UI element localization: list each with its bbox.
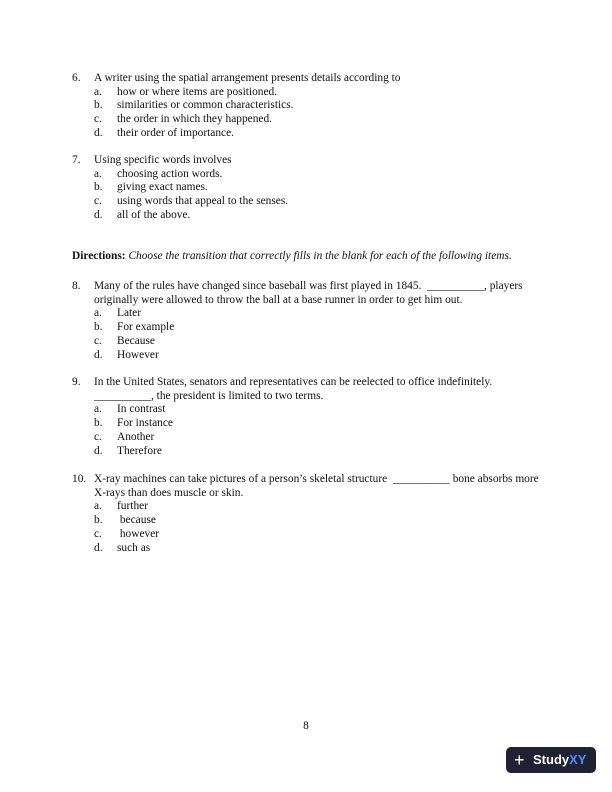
option-text: because xyxy=(117,513,156,526)
option-text: In contrast xyxy=(117,403,166,416)
option-d xyxy=(94,209,542,223)
option-text: their order of importance. xyxy=(117,126,235,139)
question-number: 8. xyxy=(72,280,81,292)
directions-text: Choose the transition that correctly fills in the blank for each of the following items. xyxy=(128,250,512,262)
option-text: Therefore xyxy=(117,444,162,457)
option-c xyxy=(94,195,542,209)
option-letter: b. xyxy=(94,513,103,526)
option-d xyxy=(94,349,542,363)
option-c xyxy=(94,431,542,445)
option-b xyxy=(94,99,542,113)
option-text: For instance xyxy=(117,416,173,429)
brand-name-part1: Study xyxy=(533,752,570,767)
page-number: 8 xyxy=(303,720,309,732)
option-letter: a. xyxy=(94,167,102,180)
question-stem: A writer using the spatial arrangement presents details according to xyxy=(94,72,401,84)
option-text: giving exact names. xyxy=(117,181,208,194)
option-a xyxy=(94,168,542,182)
question-6 xyxy=(72,72,542,141)
option-a xyxy=(94,500,542,514)
option-c xyxy=(94,113,542,127)
option-letter: a. xyxy=(94,403,102,416)
option-text: further xyxy=(117,500,148,513)
option-b xyxy=(94,514,542,528)
option-text: For example xyxy=(117,320,175,333)
option-text: however xyxy=(117,527,160,540)
option-d xyxy=(94,127,542,141)
option-text: However xyxy=(117,348,159,361)
option-letter: d. xyxy=(94,348,103,361)
directions xyxy=(72,250,542,264)
plus-icon: + xyxy=(514,750,525,770)
question-stem: X-ray machines can take pictures of a person’s skeletal structure __________ bone absorbs more X-rays than does muscle or skin. xyxy=(94,473,542,499)
option-text: similarities or common characteristics. xyxy=(117,99,294,112)
option-c xyxy=(94,528,542,542)
question-10 xyxy=(72,473,542,555)
option-letter: d. xyxy=(94,444,103,457)
question-number: 7. xyxy=(72,154,81,166)
option-letter: c. xyxy=(94,195,102,208)
option-text: Because xyxy=(117,334,155,347)
option-text: Another xyxy=(117,430,155,443)
option-letter: c. xyxy=(94,334,102,347)
question-7 xyxy=(72,154,542,223)
option-letter: d. xyxy=(94,208,103,221)
option-text: Later xyxy=(117,307,142,320)
option-letter: b. xyxy=(94,181,103,194)
option-letter: c. xyxy=(94,430,102,443)
option-letter: d. xyxy=(94,126,103,139)
question-8 xyxy=(72,280,542,362)
option-letter: c. xyxy=(94,113,102,126)
option-c xyxy=(94,335,542,349)
option-b xyxy=(94,417,542,431)
option-d xyxy=(94,445,542,459)
brand-logo-text xyxy=(533,747,586,773)
question-stem: Many of the rules have changed since baseball was first played in 1845. __________, players originally were allowed to throw the ball at a base runner in order to get him out. xyxy=(94,280,526,306)
directions-label: Directions: xyxy=(72,250,126,262)
option-letter: a. xyxy=(94,500,102,513)
option-text: all of the above. xyxy=(117,208,191,221)
question-stem: Using specific words involves xyxy=(94,154,232,166)
option-letter: d. xyxy=(94,541,103,554)
option-letter: b. xyxy=(94,416,103,429)
studyxy-badge[interactable] xyxy=(506,747,596,773)
question-number: 9. xyxy=(72,376,81,388)
option-text: choosing action words. xyxy=(117,167,223,180)
option-letter: b. xyxy=(94,99,103,112)
option-a xyxy=(94,403,542,417)
option-b xyxy=(94,181,542,195)
question-number: 10. xyxy=(72,473,87,485)
brand-name-part2: XY xyxy=(569,752,587,767)
option-letter: a. xyxy=(94,307,102,320)
option-a xyxy=(94,86,542,100)
option-text: using words that appeal to the senses. xyxy=(117,195,289,208)
option-text: how or where items are positioned. xyxy=(117,85,278,98)
option-b xyxy=(94,321,542,335)
option-letter: a. xyxy=(94,85,102,98)
option-text: such as xyxy=(117,541,151,554)
question-stem: In the United States, senators and representatives can be reelected to office indefinitely. __________, the president is limited to two terms. xyxy=(94,376,496,402)
option-a xyxy=(94,307,542,321)
option-letter: b. xyxy=(94,320,103,333)
question-number: 6. xyxy=(72,72,81,84)
option-d xyxy=(94,542,542,556)
option-letter: c. xyxy=(94,527,102,540)
option-text: the order in which they happened. xyxy=(117,113,272,126)
question-9 xyxy=(72,376,542,458)
